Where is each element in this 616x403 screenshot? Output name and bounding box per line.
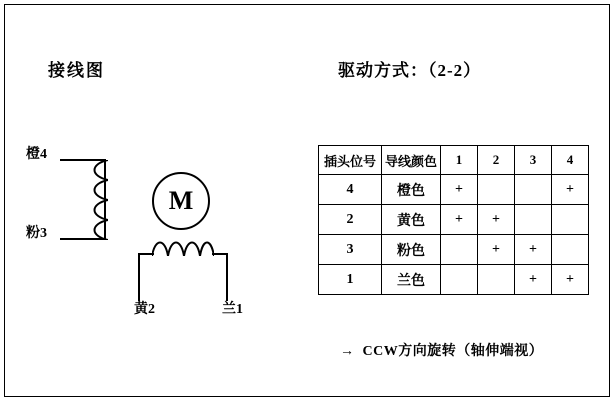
- coil-winding-horizontal: [152, 234, 214, 256]
- motor-circle: [152, 172, 210, 230]
- cell-step-2: [478, 175, 515, 205]
- header-pin-number: 插头位号: [319, 146, 382, 175]
- cell-step-2: +: [478, 205, 515, 235]
- wire-coil2-left: [138, 253, 140, 301]
- cell-pin: 1: [319, 265, 382, 295]
- drive-mode-title: 驱动方式：（2-2）: [338, 61, 482, 80]
- excitation-sequence-table: [318, 145, 589, 295]
- cell-step-4: +: [552, 265, 589, 295]
- cell-pin: 2: [319, 205, 382, 235]
- table-row: [319, 175, 589, 205]
- cell-step-1: [441, 235, 478, 265]
- table-row: [319, 205, 589, 235]
- cell-pin: 3: [319, 235, 382, 265]
- wire-coil2-top-left: [138, 253, 154, 255]
- header-step-3: 3: [515, 146, 552, 175]
- cell-color: 橙色: [382, 175, 441, 205]
- cell-step-3: +: [515, 235, 552, 265]
- table-row: [319, 235, 589, 265]
- table-row: [319, 265, 589, 295]
- header-step-4: 4: [552, 146, 589, 175]
- cell-step-1: +: [441, 205, 478, 235]
- cell-pin: 4: [319, 175, 382, 205]
- arrow-right-icon: →: [340, 344, 355, 359]
- terminal-label-blue: 兰1: [222, 302, 243, 317]
- header-step-2: 2: [478, 146, 515, 175]
- cell-step-4: [552, 235, 589, 265]
- cell-step-4: +: [552, 175, 589, 205]
- cell-color: 黄色: [382, 205, 441, 235]
- rotation-note: [340, 340, 543, 360]
- header-wire-color: 导线颜色: [382, 146, 441, 175]
- motor-label: M: [168, 186, 194, 215]
- cell-step-3: [515, 205, 552, 235]
- terminal-label-orange: 橙4: [26, 147, 47, 162]
- wiring-diagram-title: 接线图: [48, 61, 105, 80]
- header-step-1: 1: [441, 146, 478, 175]
- cell-step-3: +: [515, 265, 552, 295]
- cell-step-2: [478, 265, 515, 295]
- cell-color: 兰色: [382, 265, 441, 295]
- cell-step-1: [441, 265, 478, 295]
- cell-step-3: [515, 175, 552, 205]
- table-header-row: [319, 146, 589, 175]
- coil-winding-vertical: [86, 160, 108, 240]
- cell-step-2: +: [478, 235, 515, 265]
- terminal-label-pink: 粉3: [26, 226, 47, 241]
- rotation-note-text: CCW方向旋转（轴伸端视）: [362, 344, 544, 359]
- cell-step-1: +: [441, 175, 478, 205]
- terminal-label-yellow: 黄2: [134, 302, 155, 317]
- cell-color: 粉色: [382, 235, 441, 265]
- cell-step-4: [552, 205, 589, 235]
- wire-coil2-right: [226, 253, 228, 301]
